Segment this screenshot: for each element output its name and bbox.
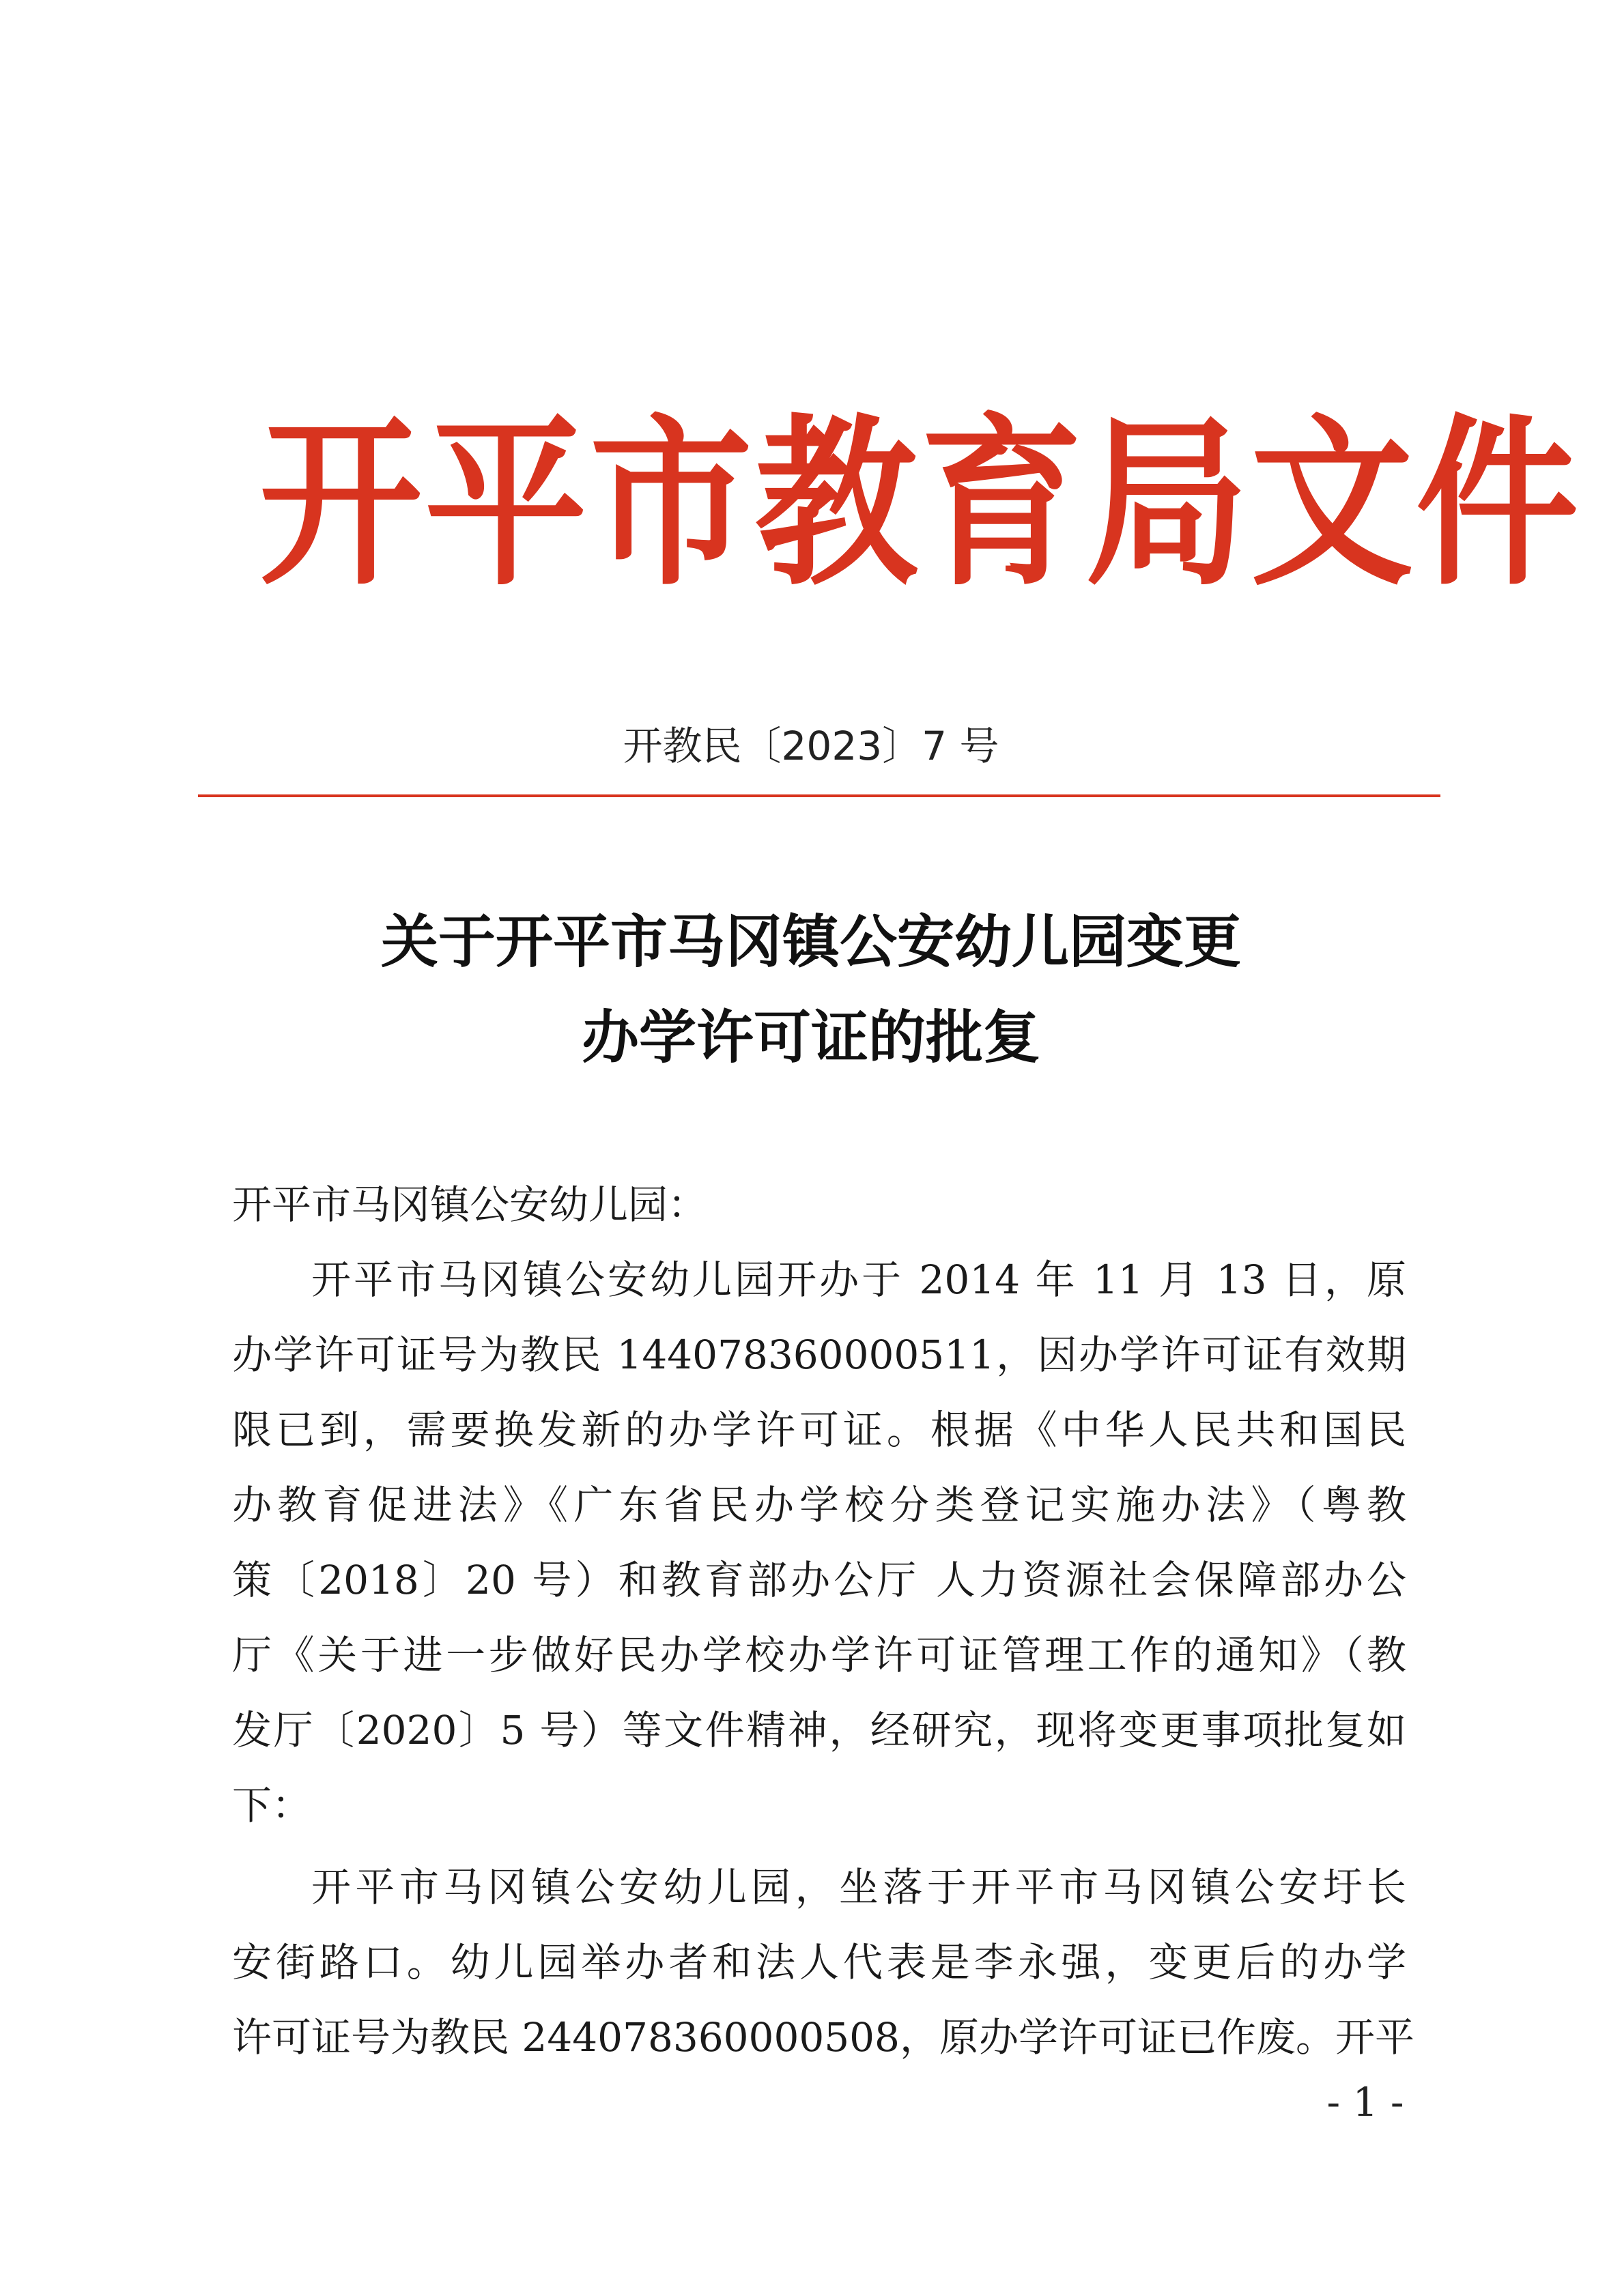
body-line: 办学许可证号为教民 144078360000511，因办学许可证有效期 bbox=[232, 1332, 1406, 1378]
body-line: 办教育促进法》《广东省民办学校分类登记实施办法》（粤教 bbox=[232, 1482, 1406, 1528]
red-divider-rule bbox=[198, 794, 1440, 797]
body-line: 发厅〔2020〕5 号）等文件精神，经研究，现将变更事项批复如 bbox=[232, 1707, 1406, 1753]
document-number: 开教民〔2023〕7 号 bbox=[623, 723, 999, 769]
body-line: 厅《关于进一步做好民办学校办学许可证管理工作的通知》（教 bbox=[232, 1632, 1406, 1678]
body-line: 安街路口。幼儿园举办者和法人代表是李永强，变更后的办学 bbox=[232, 1939, 1406, 1985]
masthead-title: 开平市教育局文件 bbox=[259, 399, 1581, 611]
body-line: 开平市马冈镇公安幼儿园，坐落于开平市马冈镇公安圩长 bbox=[311, 1864, 1406, 1910]
body-line: 许可证号为教民 244078360000508，原办学许可证已作废。开平 bbox=[232, 2014, 1414, 2061]
salutation: 开平市马冈镇公安幼儿园： bbox=[232, 1181, 708, 1228]
page-number: - 1 - bbox=[1326, 2079, 1404, 2125]
document-title-line-2: 办学许可证的批复 bbox=[581, 1004, 1040, 1071]
body-line: 开平市马冈镇公安幼儿园开办于 2014 年 11 月 13 日，原 bbox=[311, 1257, 1406, 1303]
body-line: 下： bbox=[232, 1782, 312, 1828]
document-title-line-1: 关于开平市马冈镇公安幼儿园变更 bbox=[380, 908, 1241, 975]
body-line: 限已到，需要换发新的办学许可证。根据《中华人民共和国民 bbox=[232, 1407, 1406, 1453]
body-line: 策〔2018〕20 号）和教育部办公厅 人力资源社会保障部办公 bbox=[232, 1557, 1406, 1603]
